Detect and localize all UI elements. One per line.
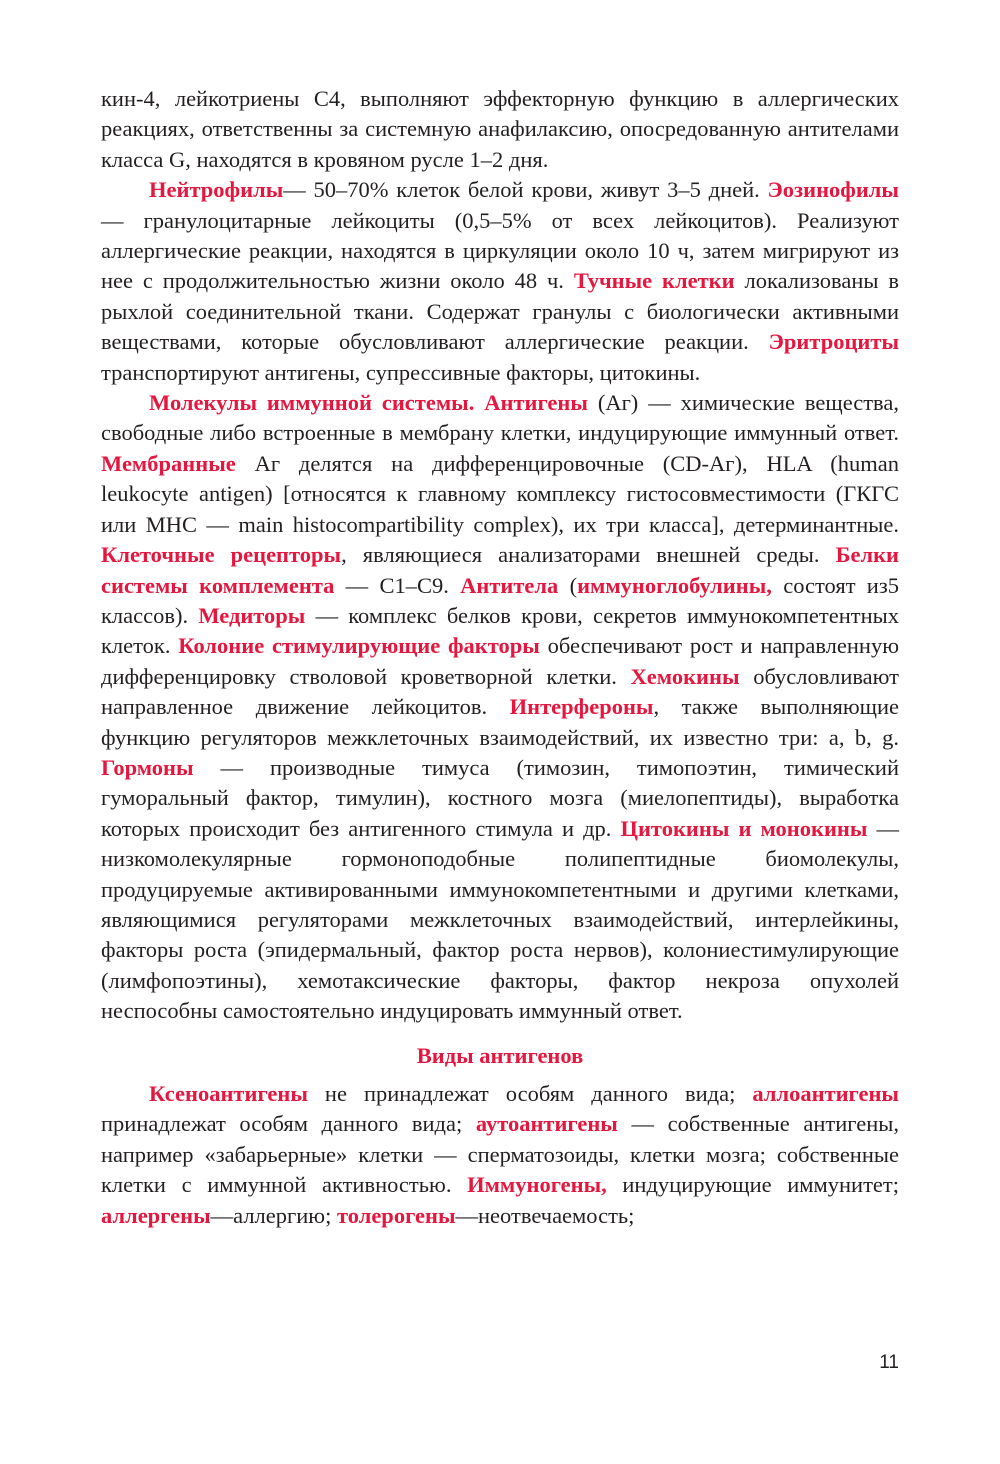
paragraph-3-text-1: (Аг) — химические вещества, свободные либо встроенные в мембрану клетки, индуцирующие иммунный ответ. (101, 390, 899, 446)
paragraph-4-text-1: не принадлежат особям данного вида; (324, 1081, 736, 1106)
page-number: 11 (879, 1352, 899, 1373)
paragraph-3-text-10: , также выполняющие функцию регуляторов межклеточных взаимодействий, их известно три: a, b, g. (101, 694, 899, 750)
term-eosinophils: Эозинофилы (767, 177, 899, 203)
term-hormones: Гормоны (101, 754, 194, 780)
paragraph-3-text-8: обеспечивают рост и направленную дифференцировку стволовой кроветворной клетки. (101, 633, 900, 689)
paragraph-2-text-3: локализованы в рыхлой соединительной ткани. Содержат гранулы с биологически активными веществами, которые обусловливают аллергические реакции. (101, 268, 900, 355)
paragraph-3-text-3: , являющиеся анализаторами внешней среды. (341, 542, 820, 568)
paragraph-2 (101, 175, 899, 388)
page-content (101, 84, 899, 1231)
paragraph-2-text-4: транспортируют антигены, супрессивные факторы, цитокины. (101, 359, 701, 385)
term-interferons: Интерфероны (509, 694, 654, 720)
term-chemokines: Хемокины (630, 663, 740, 689)
term-immunogens: Иммуногены, (467, 1172, 607, 1198)
paragraph-4-text-3: — собственные антигены, например «забарьерные» клетки — сперматозоиды, клетки мозга; собственные клетки с иммунной активностью. (101, 1111, 900, 1198)
term-antibodies: Антитела (460, 572, 559, 598)
paragraph-3-text-4: — С1–С9. (345, 572, 449, 598)
paragraph-4-text-5: —аллергию; (210, 1202, 332, 1228)
term-cytokines-monokines: Цитокины и монокины (620, 815, 868, 841)
term-alloantigens: аллоантигены (752, 1081, 899, 1106)
term-tolerogens: толерогены (336, 1202, 456, 1228)
term-mediators: Медиторы (198, 602, 306, 628)
term-immunoglobulins: иммуноглобулины, (577, 572, 772, 598)
paragraph-3-text-12: — низкомолекулярные гормоноподобные полипептидные биомолекулы, продуцируемые активированными иммунокомпетентными и другими клетками, являющимися регуляторами межклеточных взаимодействий, интерлейкины, факторы роста (эпидермальный, фактор роста нервов), колониестимулирующие (лимфопоэтины), хемотаксические факторы, фактор некроза опухолей неспособны самостоятельно индуцировать иммунный ответ. (101, 815, 899, 1024)
term-cell-receptors: Клеточные рецепторы (101, 542, 342, 568)
term-immune-molecules-antigens: Молекулы иммунной системы. Антигены (149, 390, 588, 416)
term-allergens: аллергены (101, 1202, 211, 1228)
paragraph-3-text-7: — комплекс белков крови, секретов иммунокомпетентных клеток. (101, 602, 900, 659)
term-autoantigens: аутоантигены (475, 1111, 618, 1137)
term-neutrophils: Нейтрофилы (149, 177, 284, 203)
paragraph-2-text-1: — 50–70% клеток белой крови, живут 3–5 дней. (283, 177, 760, 203)
paragraph-4 (101, 1079, 899, 1231)
paragraph-4-text-6: —неотвечаемость; (455, 1202, 635, 1228)
paragraph-2-text-2: — гранулоцитарные лейкоциты (0,5–5% от всех лейкоцитов). Реализуют аллергические реакции, находятся в циркуляции около 10 ч, затем мигрируют из нее с продолжительностью жизни около 48 ч. (101, 207, 899, 294)
paragraph-1-text: кин-4, лейкотриены С4, выполняют эффекторную функцию в аллергических реакциях, ответственны за системную анафилаксию, опосредованную антителами класса G, находятся в кровяном русле 1–2 дня. (101, 86, 899, 172)
term-membrane: Мембранные (101, 450, 236, 476)
term-colony-stimulating-factors: Колоние стимулирующие факторы (178, 633, 540, 659)
paragraph-3-text-9: обусловливают направленное движение лейкоцитов. (101, 663, 900, 720)
term-complement-proteins: Белки системы комплемента (101, 542, 900, 598)
term-mast-cells: Тучные клетки (573, 268, 735, 294)
paragraph-4-text-4: индуцирующие иммунитет; (622, 1172, 899, 1198)
paragraph-3-text-11: — производные тимуса (тимозин, тимопоэтин, тимический гуморальный фактор, тимулин), костного мозга (миелопептиды), выработка которых происходит без антигенного стимула и др. (101, 754, 899, 841)
paragraph-3 (101, 388, 899, 1027)
paragraph-1 (101, 84, 899, 175)
paragraph-3-text-2: Аг делятся на дифференцировочные (CD-Аг), HLA (human leukocyte antigen) [относятся к главному комплексу гистосовместимости (ГКГС или МНС — main histocompartibility complex), их три класса], детерминантные. (101, 450, 899, 537)
paragraph-3-text-6: состоят из5 классов). (101, 572, 899, 628)
paragraph-4-text-2: принадлежат особям данного вида; (101, 1111, 463, 1137)
paragraph-3-text-5a: ( (569, 572, 578, 598)
term-xenoantigens: Ксеноантигены (149, 1081, 308, 1106)
section-heading: Виды антигенов (416, 1042, 584, 1068)
term-erythrocytes: Эритроциты (768, 329, 900, 355)
